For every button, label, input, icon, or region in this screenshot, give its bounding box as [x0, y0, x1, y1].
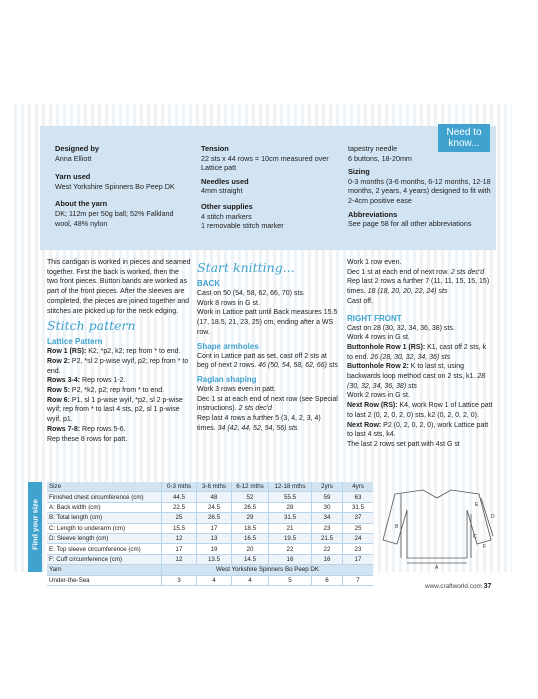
designer-name: Anna Elliott — [55, 153, 92, 163]
cell: 25 — [162, 513, 197, 523]
instruction-text: Rep last 2 rows a further 7 (11, 11, 15, 15, 15) times. — [347, 278, 490, 296]
find-your-size-tab — [28, 482, 42, 572]
shade-row — [47, 575, 373, 585]
row-text: P2, *sl 2 p-wise wyif, p2; rep from * to end. — [47, 357, 189, 375]
about-yarn-text: DK; 112m per 50g ball; 52% Falkland wool, 48% nylon — [55, 208, 174, 228]
instruction-text: Dec 1 st at each end of next row. — [347, 268, 449, 276]
sizing-text: 0-3 months (3-6 months, 6-12 months, 12-18 months, 2 years, 4 years) designed to fit with 2-4cm positive ease — [348, 176, 491, 205]
pattern-row — [47, 357, 191, 376]
info-column-3 — [348, 144, 492, 233]
header-cell: 6-12 mths — [232, 482, 269, 492]
diagram-label-a: A — [435, 565, 439, 570]
cell: 17 — [197, 523, 232, 533]
row-text: Rep rows 5-6. — [80, 425, 126, 433]
raglan-count: 34 (42, 44, 52, 54, 56) sts — [215, 424, 298, 432]
row-label: Rows 3-4: — [47, 377, 81, 385]
cell: 13 — [197, 533, 232, 543]
back-line: Work 8 rows in G st. — [197, 299, 260, 307]
need-to-know-line-2: know... — [448, 138, 480, 149]
cell: 5 — [269, 575, 312, 585]
footer-url: www.craftworld.com — [425, 583, 482, 590]
cell: 26.5 — [232, 502, 269, 512]
armholes-text — [197, 352, 339, 371]
cell: 28 — [269, 502, 312, 512]
cell: 14.5 — [232, 554, 269, 564]
row-label: F: Cuff circumference (cm) — [47, 554, 162, 564]
cell: 7 — [343, 575, 374, 585]
back-line: Cast on 50 (54, 58, 62, 66, 70) sts. — [197, 290, 305, 297]
info-column-1 — [55, 144, 183, 232]
cell: 16.5 — [232, 533, 269, 543]
cell: 4 — [197, 575, 232, 585]
left-column — [47, 258, 191, 444]
needles-text: 4mm straight — [201, 186, 243, 196]
row-label: Row 5: — [47, 387, 70, 395]
lattice-pattern-heading: Lattice Pattern — [47, 337, 103, 347]
yarn-label: Yarn — [47, 565, 162, 575]
shade-label: Under-the-Sea — [47, 575, 162, 585]
cell: 23 — [312, 523, 343, 533]
shape-armholes-heading: Shape armholes — [197, 341, 259, 351]
instruction-line — [347, 277, 493, 296]
cell: 29 — [232, 513, 269, 523]
needles-heading: Needles used — [201, 176, 249, 186]
instruction-count: 18 (18, 20, 20, 22, 24) sts — [365, 288, 448, 296]
table-row — [47, 533, 373, 543]
cell: 31.5 — [343, 502, 374, 512]
yarn-value: West Yorkshire Spinners Bo Peep DK — [162, 565, 374, 575]
table-row — [47, 492, 373, 502]
yarn-text: West Yorkshire Spinners Bo Peep DK — [55, 181, 175, 191]
cell: 19 — [197, 544, 232, 554]
front-line — [347, 421, 493, 440]
front-text: Work 2 rows in G st. — [347, 392, 410, 400]
yarn-row — [47, 565, 373, 575]
cell: 25 — [343, 523, 374, 533]
row-text: Rep these 8 rows for patt. — [47, 435, 128, 443]
front-text: The last 2 rows set patt with 4st G st — [347, 440, 460, 448]
abbreviations-text: See page 58 for all other abbreviations — [348, 219, 472, 229]
diagram-label-f: F — [483, 544, 487, 550]
header-cell: 0-3 mths — [162, 482, 197, 492]
yarn-heading: Yarn used — [55, 172, 91, 182]
row-text: K2, *p2, k2; rep from * to end. — [86, 348, 181, 356]
need-to-know-line-1: Need to — [446, 127, 482, 138]
cell: 52 — [232, 492, 269, 502]
cell: 22 — [269, 544, 312, 554]
table-header-row — [47, 482, 373, 492]
header-cell: 3-6 mths — [197, 482, 232, 492]
middle-column — [197, 258, 339, 433]
stitch-pattern-heading: Stitch pattern — [47, 318, 136, 334]
pattern-row — [47, 396, 191, 425]
pattern-row — [47, 435, 191, 445]
info-column-2 — [201, 144, 329, 235]
cell: 23 — [343, 544, 374, 554]
back-line: Work in Lattice patt until Back measures 15.5 (17, 18.5, 21, 23, 25) cm, ending after a WS row. — [197, 309, 338, 336]
row-label: Rows 7-8: — [47, 425, 81, 433]
row-label: Row 2: — [47, 357, 70, 365]
row-label: Finished chest circumference (cm) — [47, 492, 162, 502]
front-line — [347, 391, 493, 401]
row-text: P2, *k2, p2; rep from * to end. — [69, 387, 165, 395]
front-text: K1, cast off 2 sts, k to end. — [347, 343, 487, 361]
raglan-line-2 — [197, 395, 339, 414]
cell: 12 — [162, 533, 197, 543]
front-line — [347, 343, 493, 362]
armholes-instruction: Cont in Lattice patt as set, cast off 2 sts at beg of next 2 rows. — [197, 352, 327, 370]
front-line — [347, 440, 493, 450]
row-label: Row 1 (RS): — [47, 348, 87, 356]
cell: 6 — [312, 575, 343, 585]
cell: 48 — [197, 492, 232, 502]
armholes-count: 46 (50, 54, 58, 62, 66) sts — [256, 362, 338, 370]
front-label: Next Row (RS): — [347, 402, 398, 410]
cell: 16 — [312, 554, 343, 564]
row-label: B: Total length (cm) — [47, 513, 162, 523]
raglan-line-3 — [197, 414, 339, 433]
cardigan-outline — [383, 490, 491, 558]
table-row — [47, 544, 373, 554]
instruction-line: Work 1 row even. — [347, 259, 402, 266]
cell: 21 — [269, 523, 312, 533]
right-column — [347, 258, 493, 450]
cell: 34 — [312, 513, 343, 523]
raglan-instruction: Dec 1 st at each end of next row (see Special instructions). — [197, 395, 338, 413]
front-label: Buttonhole Row 1 (RS): — [347, 343, 426, 351]
supplies-continued: tapestry needle 6 buttons, 18-20mm — [348, 144, 412, 163]
header-cell: 12-18 mths — [269, 482, 312, 492]
instruction-line — [347, 268, 493, 278]
page-number: 37 — [483, 583, 492, 590]
cell: 30 — [312, 502, 343, 512]
sizing-heading: Sizing — [348, 167, 370, 177]
row-label: E: Top sleeve circumference (cm) — [47, 544, 162, 554]
abbreviations-heading: Abbreviations — [348, 209, 398, 219]
cell: 12 — [162, 554, 197, 564]
pattern-row — [47, 347, 191, 357]
cell: 19.5 — [269, 533, 312, 543]
instruction-line: Cast off. — [347, 297, 373, 305]
pattern-row — [47, 425, 191, 435]
front-label: Buttonhole Row 2: — [347, 363, 409, 371]
cell: 3 — [162, 575, 197, 585]
page-footer — [425, 583, 491, 590]
front-text: Work 4 rows in G st. — [347, 334, 410, 342]
row-label: C: Length to underarm (cm) — [47, 523, 162, 533]
front-count: 26 (28, 30, 32, 34, 36) sts — [368, 353, 451, 361]
table-row — [47, 523, 373, 533]
instruction-count: 2 sts dec'd — [448, 268, 485, 276]
cell: 63 — [343, 492, 374, 502]
cell: 24.5 — [197, 502, 232, 512]
cardigan-schematic-diagram — [375, 484, 499, 570]
cell: 22 — [312, 544, 343, 554]
header-cell: Size — [47, 482, 162, 492]
back-heading: BACK — [197, 279, 221, 288]
cell: 26.5 — [197, 513, 232, 523]
pattern-row — [47, 386, 191, 396]
cell: 21.5 — [312, 533, 343, 543]
cell: 24 — [343, 533, 374, 543]
diagram-label-c: C — [473, 534, 477, 540]
supplies-text: 4 stitch markers 1 removable stitch marker — [201, 211, 284, 231]
row-label: Row 6: — [47, 396, 70, 404]
find-your-size-label: Find your size — [30, 498, 40, 551]
row-label: A: Back width (cm) — [47, 502, 162, 512]
front-count: 28 (30, 32, 34, 36, 38) sts — [347, 373, 486, 390]
front-line — [347, 324, 493, 334]
row-label: D: Sleeve length (cm) — [47, 533, 162, 543]
tension-heading: Tension — [201, 144, 229, 153]
size-table — [47, 482, 373, 586]
front-text: P2 (0, 2, 0, 2, 0), work Lattice patt to last 4 sts, k4. — [347, 421, 489, 439]
diagram-label-d: D — [491, 514, 495, 520]
cell: 59 — [312, 492, 343, 502]
cell: 18.5 — [232, 523, 269, 533]
raglan-shaping-heading: Raglan shaping — [197, 374, 257, 384]
cell: 4 — [232, 575, 269, 585]
header-cell: 2yrs — [312, 482, 343, 492]
about-yarn-heading: About the yarn — [55, 199, 108, 209]
front-line — [347, 333, 493, 343]
cell: 20 — [232, 544, 269, 554]
cell: 13.5 — [197, 554, 232, 564]
diagram-label-e: E — [475, 502, 479, 508]
cell: 22.5 — [162, 502, 197, 512]
raglan-count: 2 sts dec'd — [236, 405, 272, 413]
diagram-label-b: B — [395, 524, 399, 530]
start-knitting-heading: Start knitting... — [197, 260, 295, 275]
intro-paragraph: This cardigan is worked in pieces and seamed together. First the back is worked, then the two front pieces. Button bands are worked as part of the front pieces. After the sleeves are completed, the pieces are joined together and stitches are picked up for the neck edging. — [47, 259, 191, 315]
tension-text: 22 sts x 44 rows = 10cm measured over Lattice patt — [201, 153, 329, 173]
raglan-instruction: Rep last 4 rows a further 5 (3, 4, 2, 3, 4) times. — [197, 415, 321, 432]
cell: 31.5 — [269, 513, 312, 523]
table-row — [47, 502, 373, 512]
front-line — [347, 401, 493, 420]
cell: 16 — [269, 554, 312, 564]
table-row — [47, 513, 373, 523]
front-text: K to last st, using backwards loop method cast on 2 sts, k1. — [347, 363, 476, 381]
front-label: Next Row: — [347, 421, 382, 429]
right-front-heading: RIGHT FRONT — [347, 313, 402, 323]
cell: 44.5 — [162, 492, 197, 502]
cell: 15.5 — [162, 523, 197, 533]
front-text: Cast on 28 (30, 32, 34, 36, 38) sts. — [347, 324, 455, 332]
row-text: Rep rows 1-2. — [80, 377, 126, 385]
table-row — [47, 554, 373, 564]
header-cell: 4yrs — [343, 482, 374, 492]
need-to-know-tag — [438, 124, 490, 152]
front-line — [347, 362, 493, 391]
cell: 37 — [343, 513, 374, 523]
cell: 17 — [162, 544, 197, 554]
front-text: K4, work Row 1 of Lattice patt to last 2 (0, 2, 0, 2, 0) sts, k2 (0, 2, 0, 2, 0). — [347, 402, 493, 419]
raglan-line-1: Work 3 rows even in patt. — [197, 385, 276, 393]
row-text: P1, sl 1 p-wise wyif, *p2, sl 2 p-wise wyif; rep from * to last 4 sts, p2, sl 1 p-wise wyif, p1. — [47, 396, 183, 424]
designer-heading: Designed by — [55, 144, 99, 153]
pattern-row — [47, 376, 191, 386]
supplies-heading: Other supplies — [201, 201, 253, 211]
cell: 17 — [343, 554, 374, 564]
cell: 55.5 — [269, 492, 312, 502]
